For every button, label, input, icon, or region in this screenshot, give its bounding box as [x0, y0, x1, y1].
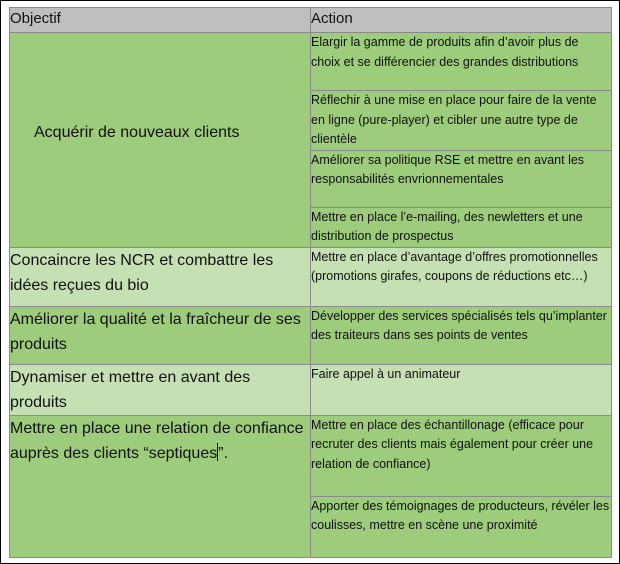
- table-row: [10, 364, 612, 415]
- objective-cell: Dynamiser et mettre en avant des produits: [10, 364, 311, 415]
- table-row: [10, 415, 612, 496]
- action-cell: Réflechir à une mise en place pour faire de la vente en ligne (pure-player) et cibler une autre type de clientèle: [311, 91, 612, 151]
- action-cell: Mettre en place des échantillonage (efficace pour recruter des clients mais également pour créer une relation de confiance): [311, 415, 612, 496]
- action-cell: Faire appel à un animateur: [311, 364, 612, 415]
- objective-text: Mettre en place une relation de confiance auprès des clients “septiques: [10, 419, 304, 462]
- action-cell: Mettre en place d’avantage d’offres promotionnelles (promotions girafes, coupons de réductions etc…): [311, 247, 612, 306]
- table-row: [10, 306, 612, 364]
- objective-cell: [10, 33, 311, 248]
- objectives-table: [9, 7, 612, 558]
- objective-cell: Concaincre les NCR et combattre les idées reçues du bio: [10, 247, 311, 306]
- action-cell: Mettre en place l’e-mailing, des newletters et une distribution de prospectus: [311, 207, 612, 247]
- table-row: [10, 247, 612, 306]
- objective-text: Acquérir de nouveaux clients: [34, 124, 240, 142]
- objective-text-end: ”.: [218, 444, 229, 462]
- action-cell: Elargir la gamme de produits afin d’avoir plus de choix et se différencier des grandes distributions: [311, 33, 612, 91]
- objective-cell: [10, 415, 311, 557]
- header-objectif: Objectif: [10, 8, 311, 33]
- table-row: [10, 33, 612, 91]
- objective-cell: Améliorer la qualité et la fraîcheur de ses produits: [10, 306, 311, 364]
- action-cell: Améliorer sa politique RSE et mettre en avant les responsabilités envrionnementales: [311, 150, 612, 207]
- action-cell: Développer des services spécialisés tels qu’implanter des traiteurs dans ses points de ventes: [311, 306, 612, 364]
- action-cell: Apporter des témoignages de producteurs, révéler les coulisses, mettre en scène une proximité: [311, 496, 612, 557]
- header-action: Action: [311, 8, 612, 33]
- table-header-row: [10, 8, 612, 33]
